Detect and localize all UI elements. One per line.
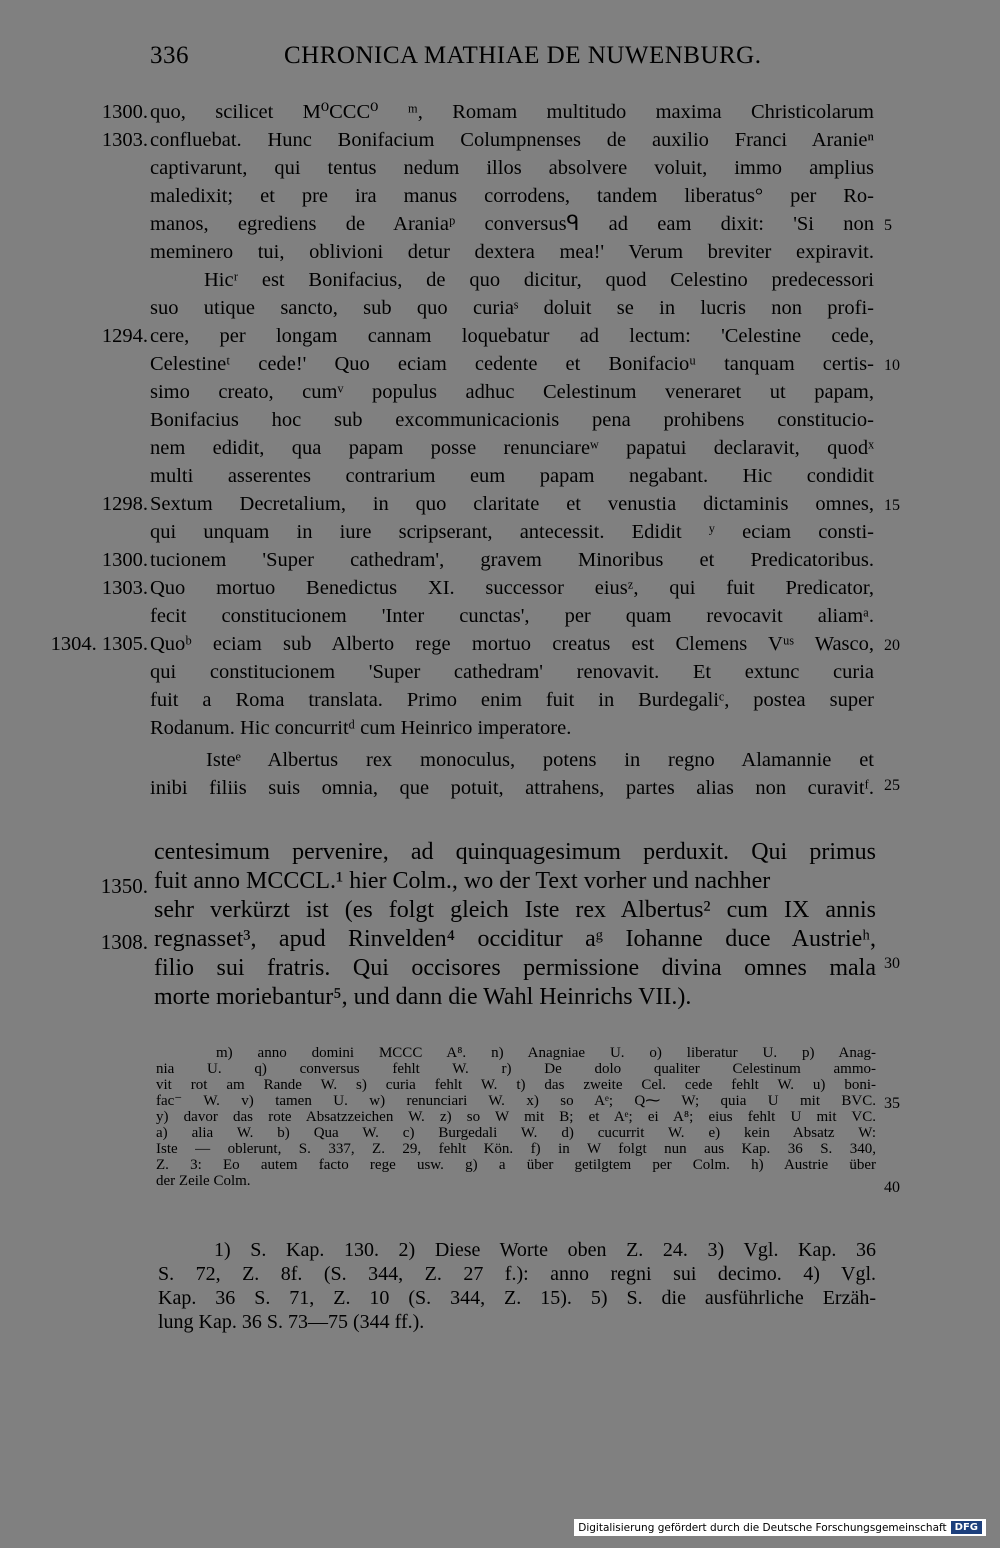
text-line: meminero tui, oblivioni detur dextera mea!' Verum breviter expiravit. (150, 241, 874, 263)
running-title: CHRONICA MATHIAE DE NUWENBURG. (284, 42, 762, 69)
apparatus-line: Z. 3: Eo autem facto rege usw. g) a über getilgtem per Colm. h) Austrie über (156, 1157, 876, 1173)
text-line: Quoᵇ eciam sub Alberto rege mortuo creatus est Clemens Vᵘˢ Wasco, (150, 633, 874, 655)
footnote-line: Kap. 36 S. 71, Z. 10 (S. 344, Z. 15). 5) S. die ausführliche Erzäh- (158, 1287, 876, 1309)
text-line: simo creato, cumᵛ populus adhuc Celestinum veneraret ut papam, (150, 381, 874, 403)
line-number: 40 (884, 1179, 900, 1196)
text-line: Celestineᵗ cede!' Quo eciam cedente et Bonifacioᵘ tanquam certis- (150, 353, 874, 375)
margin-year: 1304. 1305. (50, 633, 148, 655)
variant-line: centesimum pervenire, ad quinquagesimum perduxit. Qui primus (154, 839, 876, 865)
credit-text: Digitalisierung gefördert durch die Deutsche Forschungsgemeinschaft (578, 1521, 947, 1534)
text-line: maledixit; et pre ira manus corrodens, tandem liberatus° per Ro- (150, 185, 874, 207)
margin-year: 1300. (101, 549, 148, 571)
variant-line: filio sui fratris. Qui occisores permissione divina omnes mala (154, 955, 876, 981)
text-line: fecit constitucionem 'Inter cunctas', per quam revocavit aliamᵃ. (150, 605, 874, 627)
text-line: Rodanum. Hic concurritᵈ cum Heinrico imperatore. (150, 717, 572, 739)
variant-line: regnasset³, apud Rinvelden⁴ occiditur aᵍ Iohanne duce Austrieʰ, (154, 926, 876, 952)
line-number: 10 (884, 357, 900, 374)
text-line: tucionem 'Super cathedram', gravem Minoribus et Predicatoribus. (150, 549, 874, 571)
margin-year: 1300. (101, 101, 148, 123)
margin-year: 1294. (101, 325, 148, 347)
footnote-line: 1) S. Kap. 130. 2) Diese Worte oben Z. 24. 3) Vgl. Kap. 36 (214, 1239, 876, 1261)
apparatus-line: fac⁻ W. v) tamen U. w) renunciari W. x) so Aᵉ; Q⁓ W; quia U mit BVC. (156, 1093, 876, 1109)
footnote-line: S. 72, Z. 8f. (S. 344, Z. 27 f.): anno regni sui decimo. 4) Vgl. (158, 1263, 876, 1285)
text-line: Sextum Decretalium, in quo claritate et venustia dictaminis omnes, (150, 493, 874, 515)
margin-year: 1303. (101, 577, 148, 599)
text-line: qui unquam in iure scripserant, antecessit. Edidit ʸ eciam consti- (150, 521, 874, 543)
variant-line: sehr verkürzt ist (es folgt gleich Iste rex Albertus² cum IX annis (154, 897, 876, 923)
text-line: Hicʳ est Bonifacius, de quo dicitur, quod Celestino predecessori (204, 269, 874, 291)
line-number: 30 (884, 955, 900, 972)
text-line: inibi filiis suis omnia, que potuit, attrahens, partes alias non curavitᶠ. (150, 777, 874, 799)
apparatus-line: der Zeile Colm. (156, 1173, 251, 1189)
apparatus-line: a) alia W. b) Qua W. c) Burgedali W. d) cucurrit W. e) kein Absatz W: (156, 1125, 876, 1141)
margin-year: 1303. (101, 129, 148, 151)
digitization-credit (574, 1519, 986, 1536)
text-line: cere, per longam cannam loquebatur ad lectum: 'Celestine cede, (150, 325, 874, 347)
apparatus-line: vit rot am Rande W. s) curia fehlt W. t) das zweite Cel. cede fehlt W. u) boni- (156, 1077, 876, 1093)
dfg-logo: DFG (951, 1521, 982, 1534)
apparatus-line: y) davor das rote Absatzzeichen W. z) so W mit B; et Aᵉ; ei A⁸; eius fehlt U mit VC. (156, 1109, 876, 1125)
text-line: qui constitucionem 'Super cathedram' renovavit. Et extunc curia (150, 661, 874, 683)
text-line: quo, scilicet M⁰CCC⁰ ᵐ, Romam multitudo maxima Christicolarum (150, 101, 874, 123)
text-line: captivarunt, qui tentus nedum illos absolvere voluit, immo amplius (150, 157, 874, 179)
text-line: confluebat. Hunc Bonifacium Columpnenses de auxilio Franci Araniеⁿ (150, 129, 874, 151)
text-line: multi asserentes contrarium eum papam negabant. Hic condidit (150, 465, 874, 487)
page-number: 336 (150, 42, 189, 69)
line-number: 25 (884, 777, 900, 794)
text-line: Quo mortuo Benedictus XI. successor eiusᶻ, qui fuit Predicator, (150, 577, 874, 599)
line-number: 35 (884, 1095, 900, 1112)
apparatus-line: nia U. q) conversus fehlt W. r) De dolo qualiter Celestinum ammo- (156, 1061, 876, 1077)
variant-line: morte moriebantur⁵, und dann die Wahl Heinrichs VII.). (154, 984, 692, 1010)
footnote-line: lung Kap. 36 S. 73—75 (344 ff.). (158, 1311, 425, 1333)
line-number: 20 (884, 637, 900, 654)
text-line: fuit a Roma translata. Primo enim fuit in Burdegaliᶜ, postea super (150, 689, 874, 711)
text-line: nem edidit, qua papam posse renunciareʷ papatui declaravit, quodˣ (150, 437, 874, 459)
text-line: manos, egrediens de Araniaᵖ conversusᑫ ad eam dixit: 'Si non (150, 213, 874, 235)
variant-line: fuit anno MCCCL.¹ hier Colm., wo der Text vorher und nachher (154, 868, 771, 894)
line-number: 15 (884, 497, 900, 514)
line-number: 5 (884, 217, 892, 234)
apparatus-line: m) anno domini MCCC A⁸. n) Anagniae U. o) liberatur U. p) Anag- (216, 1045, 876, 1061)
apparatus-line: Iste — oblerunt, S. 337, Z. 29, fehlt Kön. f) in W folgt nun aus Kap. 36 S. 340, (156, 1141, 876, 1157)
text-line: Bonifacius hoc sub excommunicacionis pena prohibens constitucio- (150, 409, 874, 431)
margin-year: 1298. (101, 493, 148, 515)
margin-year: 1350. (100, 874, 148, 898)
text-line: suo utique sancto, sub quo curiaˢ doluit se in lucris non profi- (150, 297, 874, 319)
margin-year: 1308. (100, 930, 148, 954)
text-line: Isteᵉ Albertus rex monoculus, potens in regno Alamannie et (206, 749, 874, 771)
